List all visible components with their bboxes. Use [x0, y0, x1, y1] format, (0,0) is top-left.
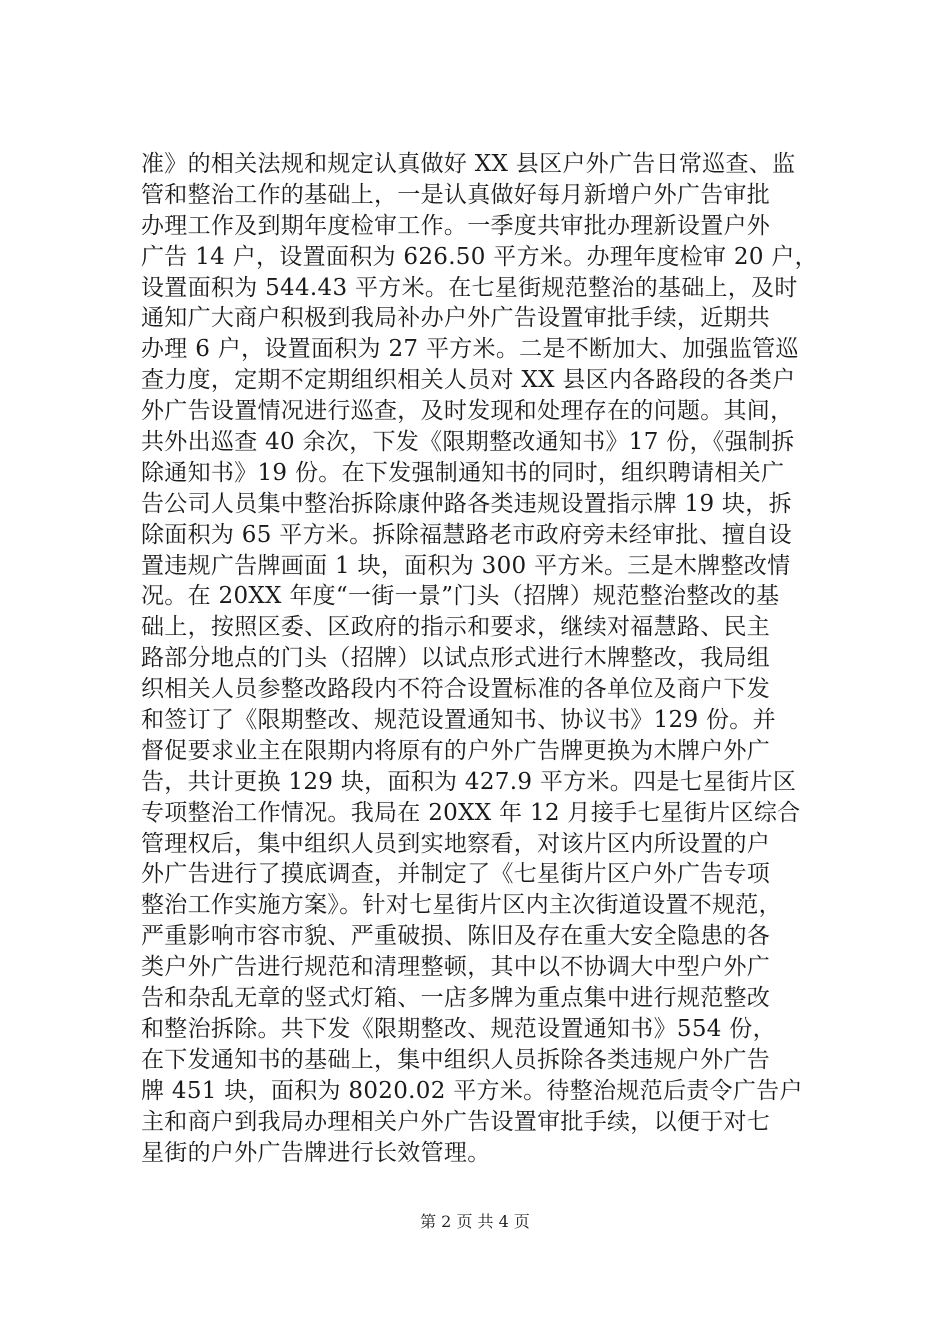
text-line: 准》的相关法规和规定认真做好 XX 县区户外广告日常巡查、监 [141, 151, 796, 177]
text-line: 办理 6 户，设置面积为 27 平方米。二是不断加大、加强监管巡 [141, 336, 799, 363]
text-line: 除面积为 65 平方米。拆除福慧路老市政府旁未经审批、擅自设 [141, 521, 792, 548]
page-footer [0, 1212, 950, 1232]
text-line: 设置面积为 544.43 平方米。在七星街规范整治的基础上，及时 [141, 274, 798, 301]
text-line: 管理权后，集中组织人员到实地察看，对该片区内所设置的户 [141, 830, 771, 857]
text-line: 况。在 20XX 年度“一街一景”门头（招牌）规范整治整改的基 [141, 583, 780, 610]
text-line: 和签订了《限期整改、规范设置通知书、协议书》129 份。并 [141, 707, 776, 734]
text-line: 除通知书》19 份。在下发强制通知书的同时，组织聘请相关广 [141, 459, 785, 486]
text-line: 严重影响市容市貌、严重破损、陈旧及存在重大安全隐患的各 [141, 923, 771, 950]
text-line: 整治工作实施方案》。针对七星街片区内主次街道设置不规范， [141, 892, 782, 919]
text-line: 类户外广告进行规范和清理整顿，其中以不协调大中型户外广 [141, 954, 771, 981]
text-line: 广告 14 户，设置面积为 626.50 平方米。办理年度检审 20 户， [141, 243, 818, 270]
text-line: 共外出巡查 40 余次，下发《限期整改通知书》17 份，《强制拆 [141, 429, 795, 456]
text-line: 查力度，定期不定期组织相关人员对 XX 县区内各路段的各类户 [141, 367, 796, 394]
text-line: 专项整治工作情况。我局在 20XX 年 12 月接手七星街片区综合 [141, 799, 801, 826]
text-line: 在下发通知书的基础上，集中组织人员拆除各类违规户外广告 [141, 1046, 771, 1073]
text-line: 办理工作及到期年度检审工作。一季度共审批办理新设置户外 [141, 212, 771, 239]
text-line: 外广告进行了摸底调查，并制定了《七星街片区户外广告专项 [141, 861, 771, 888]
text-line: 织相关人员参整改路段内不符合设置标准的各单位及商户下发 [141, 676, 771, 703]
text-line: 础上，按照区委、区政府的指示和要求，继续对福慧路、民主 [141, 614, 771, 641]
text-line: 外广告设置情况进行巡查，及时发现和处理存在的问题。其间， [141, 398, 794, 425]
text-line: 告，共计更换 129 块，面积为 427.9 平方米。四是七星街片区 [141, 768, 797, 795]
text-line: 星街的户外广告牌进行长效管理。 [141, 1139, 491, 1166]
text-line: 路部分地点的门头（招牌）以试点形式进行木牌整改，我局组 [141, 645, 771, 672]
text-line: 主和商户到我局办理相关户外广告设置审批手续，以便于对七 [141, 1108, 771, 1135]
text-line: 告和杂乱无章的竖式灯箱、一店多牌为重点集中进行规范整改 [141, 985, 771, 1012]
text-line: 管和整治工作的基础上，一是认真做好每月新增户外广告审批 [141, 181, 771, 208]
text-line: 置违规广告牌画面 1 块，面积为 300 平方米。三是木牌整改情 [141, 552, 791, 579]
page-number: 第 2 页 共 4 页 [420, 1212, 530, 1231]
text-line: 督促要求业主在限期内将原有的户外广告牌更换为木牌户外广 [141, 737, 771, 764]
body-paragraph [141, 149, 821, 1168]
text-line: 告公司人员集中整治拆除康仲路各类违规设置指示牌 19 块，拆 [141, 490, 792, 517]
text-line: 通知广大商户积极到我局补办户外广告设置审批手续，近期共 [141, 305, 771, 332]
text-line: 和整治拆除。共下发《限期整改、规范设置通知书》554 份， [141, 1015, 776, 1042]
text-line: 牌 451 块，面积为 8020.02 平方米。待整治规范后责令广告户 [141, 1077, 803, 1104]
